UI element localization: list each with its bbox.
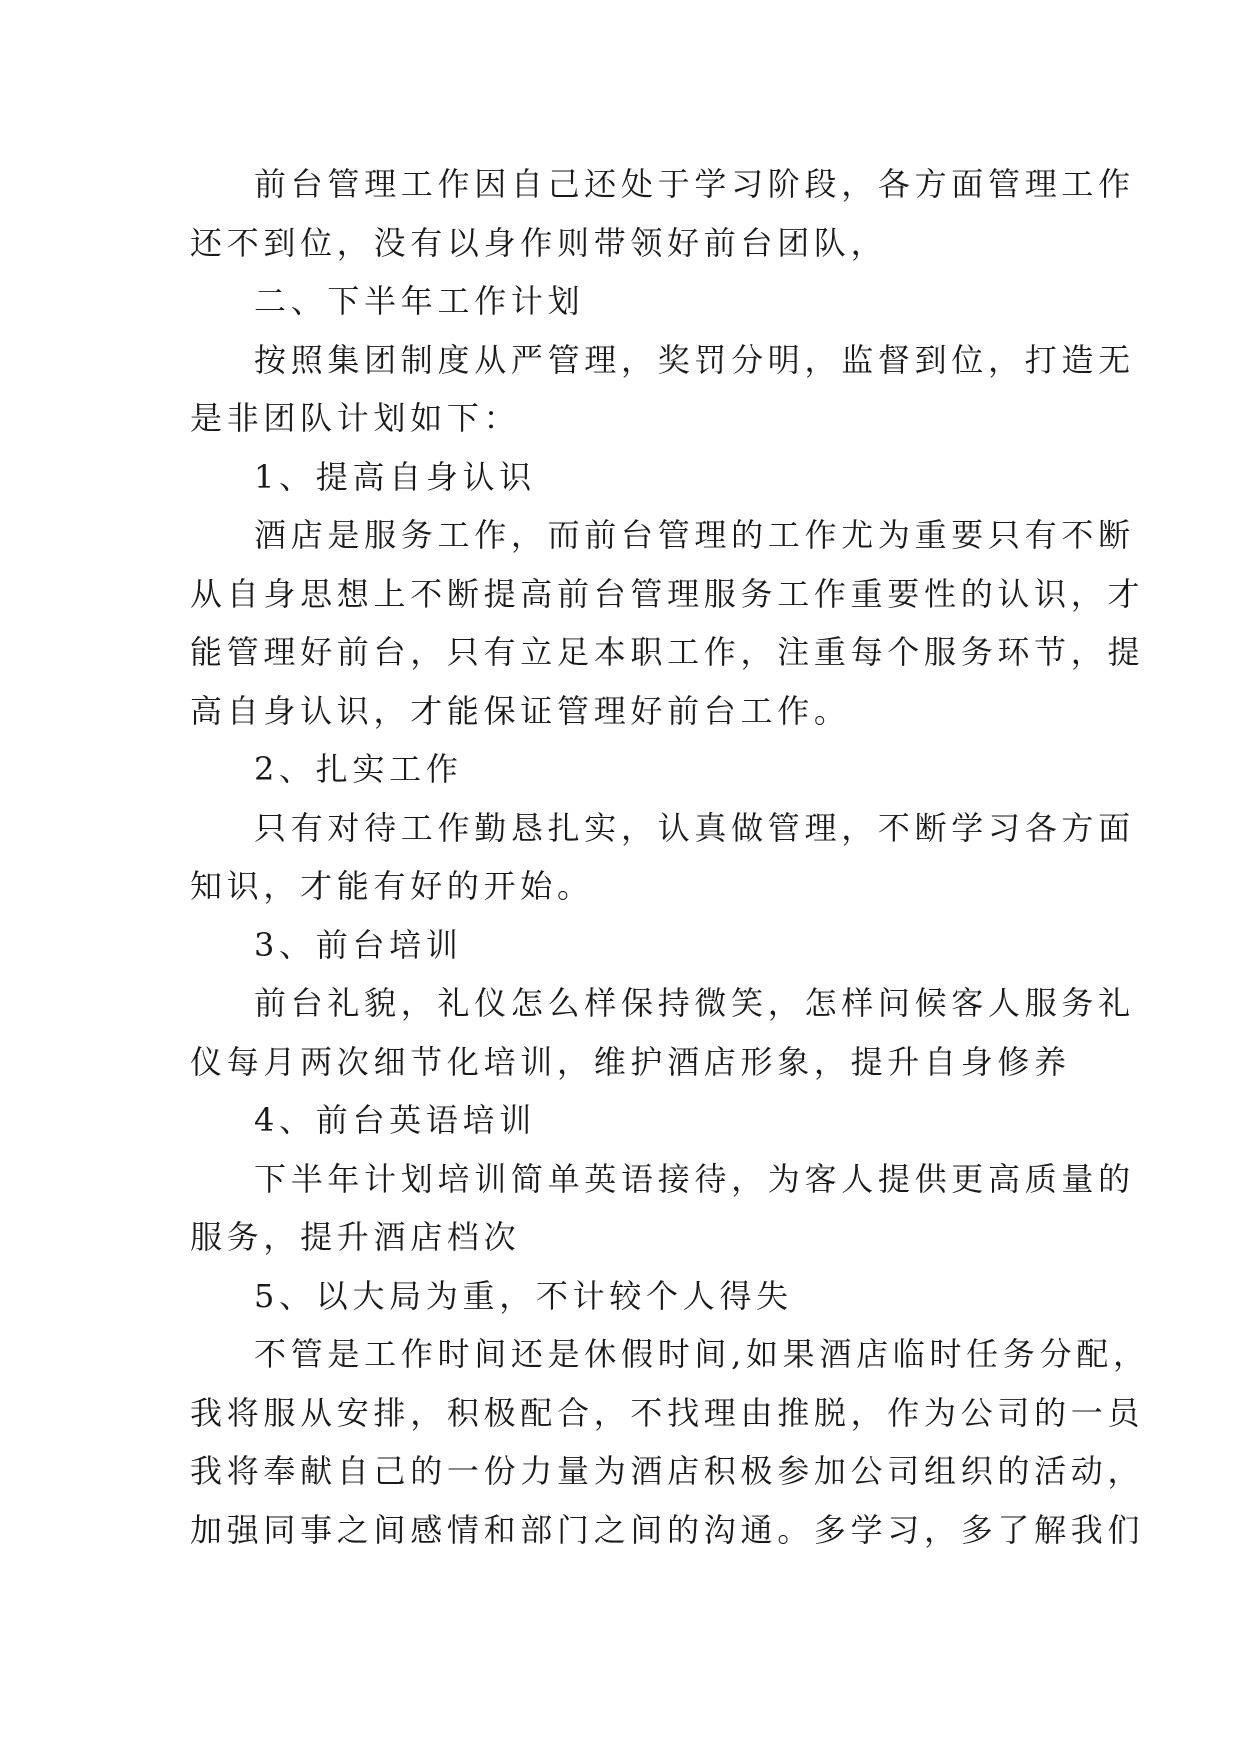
text-line: 只有对待工作勤恳扎实，认真做管理，不断学习各方面 — [254, 808, 1135, 847]
text-line: 是非团队计划如下： — [190, 399, 521, 437]
text-line: 前台礼貌，礼仪怎么样保持微笑，怎样问候客人服务礼 — [254, 984, 1135, 1022]
text-line: 按照集团制度从严管理，奖罚分明，监督到位，打造无 — [254, 340, 1135, 379]
text-line: 前台管理工作因自己还处于学习阶段，各方面管理工作 — [254, 165, 1135, 203]
text-line: 知识，才能有好的开始。 — [190, 867, 594, 905]
text-line: 加强同事之间感情和部门之间的沟通。多学习，多了解我们 — [190, 1510, 1145, 1549]
text-line: 服务，提升酒店档次 — [190, 1218, 521, 1256]
list-heading: 1、提高自身认识 — [254, 457, 536, 496]
document-page — [190, 155, 1150, 1559]
text-line: 下半年计划培训简单英语接待，为客人提供更高质量的 — [254, 1159, 1135, 1198]
text-line: 仪每月两次细节化培训，维护酒店形象，提升自身修养 — [190, 1042, 1071, 1081]
text-line: 能管理好前台，只有立足本职工作，注重每个服务环节，提 — [190, 633, 1145, 671]
text-line: 我将奉献自己的一份力量为酒店积极参加公司组织的活动， — [190, 1452, 1145, 1490]
list-heading: 4、前台英语培训 — [254, 1101, 536, 1139]
text-line: 我将服从安排，积极配合，不找理由推脱，作为公司的一员 — [190, 1393, 1145, 1432]
text-line: 不管是工作时间还是休假时间,如果酒店临时任务分配， — [254, 1335, 1150, 1373]
list-heading: 3、前台培训 — [254, 925, 463, 964]
text-line: 高自身认识，才能保证管理好前台工作。 — [190, 691, 851, 730]
list-heading: 5、以大局为重，不计较个人得失 — [254, 1276, 793, 1315]
text-line: 酒店是服务工作，而前台管理的工作尤为重要只有不断 — [254, 516, 1135, 554]
section-heading: 二、下半年工作计划 — [254, 282, 585, 320]
text-line: 从自身思想上不断提高前台管理服务工作重要性的认识，才 — [190, 574, 1145, 613]
text-line: 还不到位，没有以身作则带领好前台团队， — [190, 223, 888, 262]
list-heading: 2、扎实工作 — [254, 750, 463, 788]
